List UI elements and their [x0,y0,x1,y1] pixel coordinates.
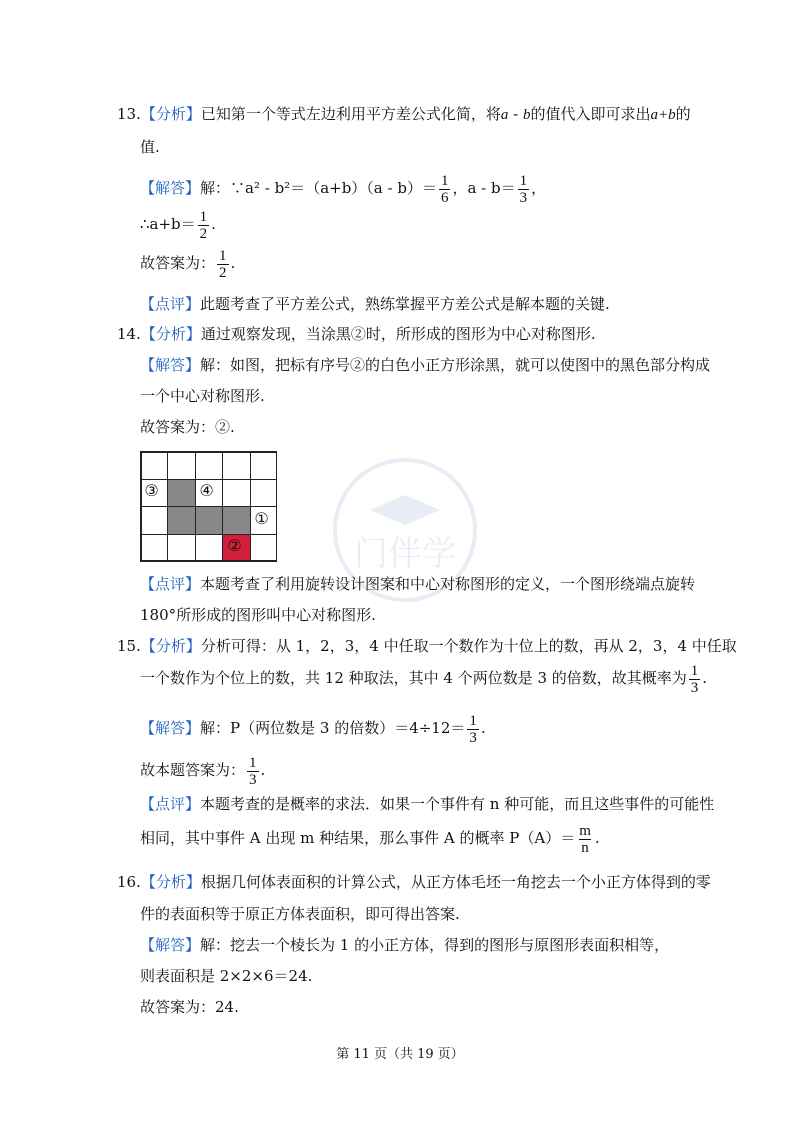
numerator: 1 [199,208,208,225]
denominator: 2 [219,264,227,281]
q13-jieda-line [140,170,546,206]
text: 本题考查的是概率的求法．如果一个事件有 n 种可能，而且这些事件的可能性 [200,795,715,813]
text: . [480,719,486,737]
dianping-tag: 【点评】 [140,295,201,313]
numerator: 1 [219,247,227,264]
question-number: 13. [117,105,141,123]
text: 本题考查了利用旋转设计图案和中心对称图形的定义，一个图形绕端点旋转 [200,575,696,593]
grid-line [140,451,277,453]
q14-grid-figure [140,451,277,561]
q16-answer-line: 故答案为：24. [140,998,239,1016]
text: 根据几何体表面积的计算公式，从正方体毛坯一角挖去一个小正方体得到的零 [200,873,711,891]
fraction [577,823,593,856]
fenxi-tag: 【分析】 [140,637,201,655]
label-1: ① [254,509,269,528]
grid-line [276,451,278,561]
text: ∴a+b＝ [140,215,196,233]
grid-line [250,451,251,561]
text: 解：∵a² - b²＝（a+b）（a - b）＝ [200,179,437,197]
text: 故本题答案为： [140,761,246,779]
text: . [594,829,600,847]
fenxi-tag: 【分析】 [140,105,201,123]
text: . [230,254,236,272]
q14-dianping-line1 [140,574,695,594]
fraction [198,209,210,242]
denominator: 3 [249,771,257,788]
jieda-tag: 【解答】 [140,719,201,737]
expr: b [523,107,531,123]
text: 分析可得：从 1，2，3，4 中任取一个数作为十位上的数，再从 2，3，4 中任取 [200,637,737,655]
dianping-tag: 【点评】 [140,575,201,593]
denominator: 2 [199,225,208,242]
grid-line [140,451,142,561]
text: 的值代入即可求出 [530,105,651,123]
fenxi-tag: 【分析】 [140,873,201,891]
text: 解：挖去一个棱长为 1 的小正方体，得到的图形与原图形表面积相等， [200,936,670,954]
q16-jieda-line2: 则表面积是 2×2×6＝24. [140,967,313,985]
grid-line [167,451,168,561]
text: 解：P（两位数是 3 的倍数）＝4÷12＝ [200,719,466,737]
q14-dianping-line2: 180°所形成的图形叫中心对称图形. [140,606,376,624]
shaded-cell [222,506,249,534]
text: 一个数作为个位上的数，共 12 种取法，其中 4 个两位数是 3 的倍数，故其概率为 [140,669,687,687]
q13-dianping-line [140,294,610,314]
numerator: 1 [440,172,449,189]
denominator: 6 [440,189,449,206]
fraction [247,755,259,788]
numerator: 1 [249,754,257,771]
watermark-text: 门伴学 [354,534,456,574]
text: . [702,669,708,687]
text: 解：如图，把标有序号②的白色小正方形涂黑，就可以使图中的黑色部分构成 [200,356,711,374]
label-2: ② [227,536,242,555]
q15-dianping-line1 [140,794,714,814]
q16-fenxi-line1 [117,872,711,892]
jieda-tag: 【解答】 [140,356,201,374]
text: 已知第一个等式左边利用平方差公式化简，将 [200,105,501,123]
q14-answer-line: 故答案为：②. [140,418,235,436]
denominator: 3 [519,189,528,206]
q13-answer-line [140,245,235,281]
label-4: ④ [199,481,214,500]
numerator: m [579,822,591,839]
jieda-tag: 【解答】 [140,179,201,197]
fraction [689,663,701,696]
grid-line [140,479,277,480]
numerator: 1 [519,172,528,189]
fraction [518,173,530,206]
expr: a [500,107,509,123]
page-footer: 第 11 页（共 19 页） [336,1047,464,1062]
fraction [439,173,451,206]
q15-fenxi-line1 [117,636,737,656]
text: ， [531,179,547,197]
text: 相同，其中事件 A 出现 m 种结果，那么事件 A 的概率 P（A）＝ [140,829,576,847]
q13-fenxi-line2: 值. [140,138,160,156]
q15-answer-line [140,752,265,788]
text: . [211,215,216,233]
grid-line [140,560,277,562]
q14-jieda-line1 [140,355,710,375]
denominator: n [581,839,589,856]
q13-fenxi-line1 [117,104,691,125]
fraction [217,248,229,281]
text: 此题考查了平方差公式，熟练掌握平方差公式是解本题的关键. [200,295,610,313]
text: ，a - b＝ [452,179,516,197]
text: 故答案为： [140,254,216,272]
q15-fenxi-line2 [140,660,707,696]
grid-line [140,506,277,507]
grid-line [140,534,277,535]
fraction [467,713,479,746]
text: . [260,761,266,779]
text: 通过观察发现，当涂黑②时，所形成的图形为中心对称图形. [200,325,596,343]
numerator: 1 [469,712,477,729]
shaded-cell [167,506,194,534]
text: 的 [675,105,691,123]
q16-fenxi-line2: 件的表面积等于原正方体表面积，即可得出答案. [140,905,460,923]
question-number: 15. [117,637,141,655]
grid-line [222,451,223,561]
label-3: ③ [144,481,159,500]
q16-jieda-line1 [140,935,669,955]
denominator: 3 [469,729,477,746]
question-number: 14. [117,325,141,343]
question-number: 16. [117,873,141,891]
q15-jieda-line [140,710,486,746]
shaded-cell [167,479,194,507]
expr: a+b [650,107,676,123]
shaded-cell [195,506,222,534]
fenxi-tag: 【分析】 [140,325,201,343]
text: - [508,105,523,123]
denominator: 3 [690,679,699,696]
q15-dianping-line2 [140,820,600,856]
grid-line [195,451,196,561]
q14-fenxi-line [117,324,596,344]
q14-jieda-line2: 一个中心对称图形. [140,387,265,405]
q13-therefore-line [140,206,216,242]
numerator: 1 [690,662,699,679]
jieda-tag: 【解答】 [140,936,201,954]
dianping-tag: 【点评】 [140,795,201,813]
